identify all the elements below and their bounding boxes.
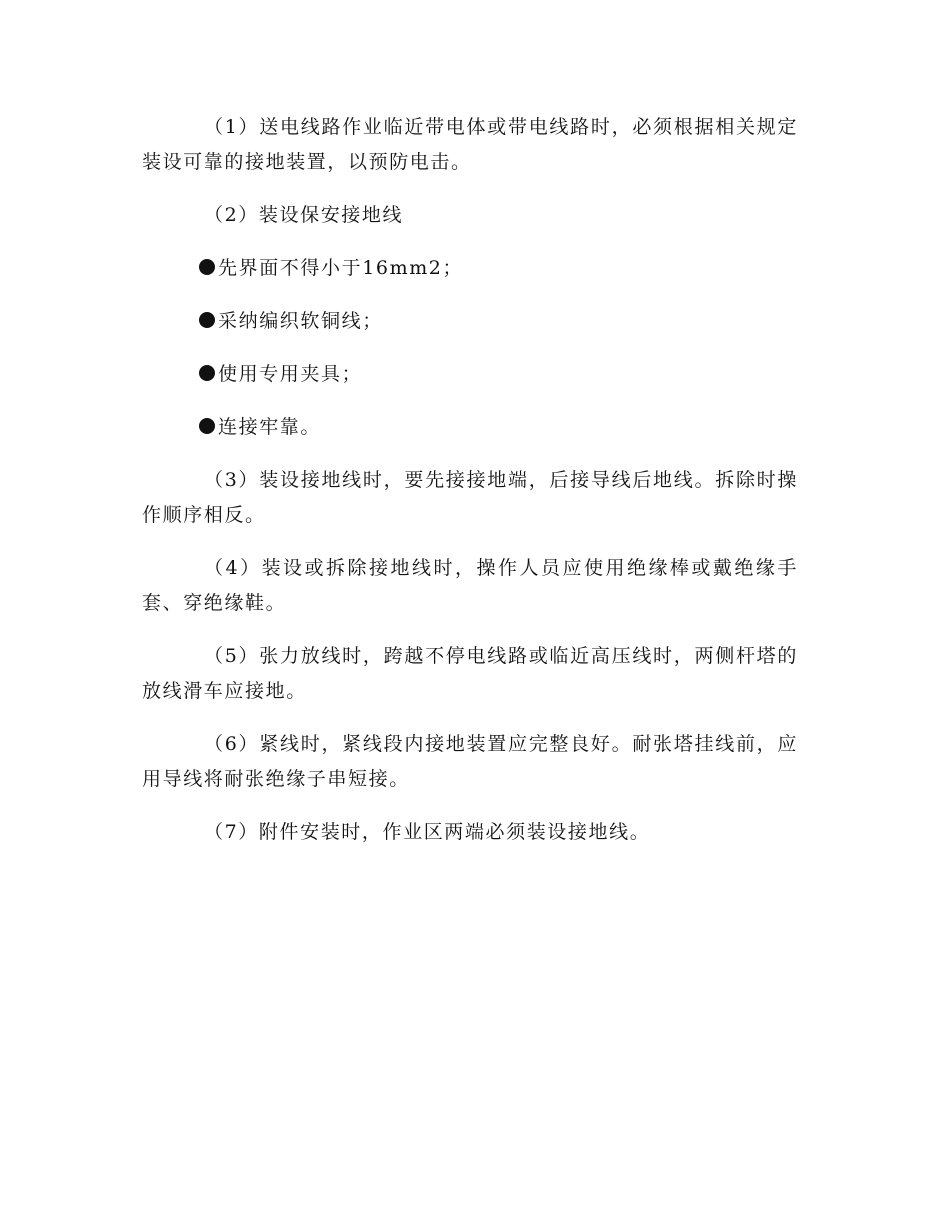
paragraph-3: （3）装设接地线时，要先接接地端，后接导线后地线。拆除时操作顺序相反。 <box>142 469 798 526</box>
bullet-text-1: 先界面不得小于16mm2； <box>218 257 464 279</box>
paragraph-7: （7）附件安装时，作业区两端必须装设接地线。 <box>204 821 651 843</box>
bullet-dot-icon <box>199 259 215 275</box>
bullet-item-4 <box>142 410 798 445</box>
paragraph-2: （2）装设保安接地线 <box>204 204 404 226</box>
bullet-item-1 <box>142 251 798 286</box>
bullet-text-4: 连接牢靠。 <box>218 416 322 438</box>
bullet-text-2: 采纳编织软铜线； <box>218 310 383 332</box>
bullet-item-2 <box>142 304 798 339</box>
paragraph-6: （6）紧线时，紧线段内接地装置应完整良好。耐张塔挂线前，应用导线将耐张绝缘子串短接。 <box>142 733 798 790</box>
bullet-dot-icon <box>199 418 215 434</box>
paragraph-5: （5）张力放线时，跨越不停电线路或临近高压线时，两侧杆塔的放线滑车应接地。 <box>142 645 798 702</box>
bullet-text-3: 使用专用夹具； <box>218 363 363 385</box>
bullet-dot-icon <box>199 312 215 328</box>
bullet-item-3 <box>142 357 798 392</box>
bullet-dot-icon <box>199 365 215 381</box>
paragraph-1: （1）送电线路作业临近带电体或带电线路时，必须根据相关规定装设可靠的接地装置，以预防电击。 <box>142 116 798 173</box>
document-body <box>142 110 798 868</box>
paragraph-4: （4）装设或拆除接地线时，操作人员应使用绝缘棒或戴绝缘手套、穿绝缘鞋。 <box>142 557 798 614</box>
